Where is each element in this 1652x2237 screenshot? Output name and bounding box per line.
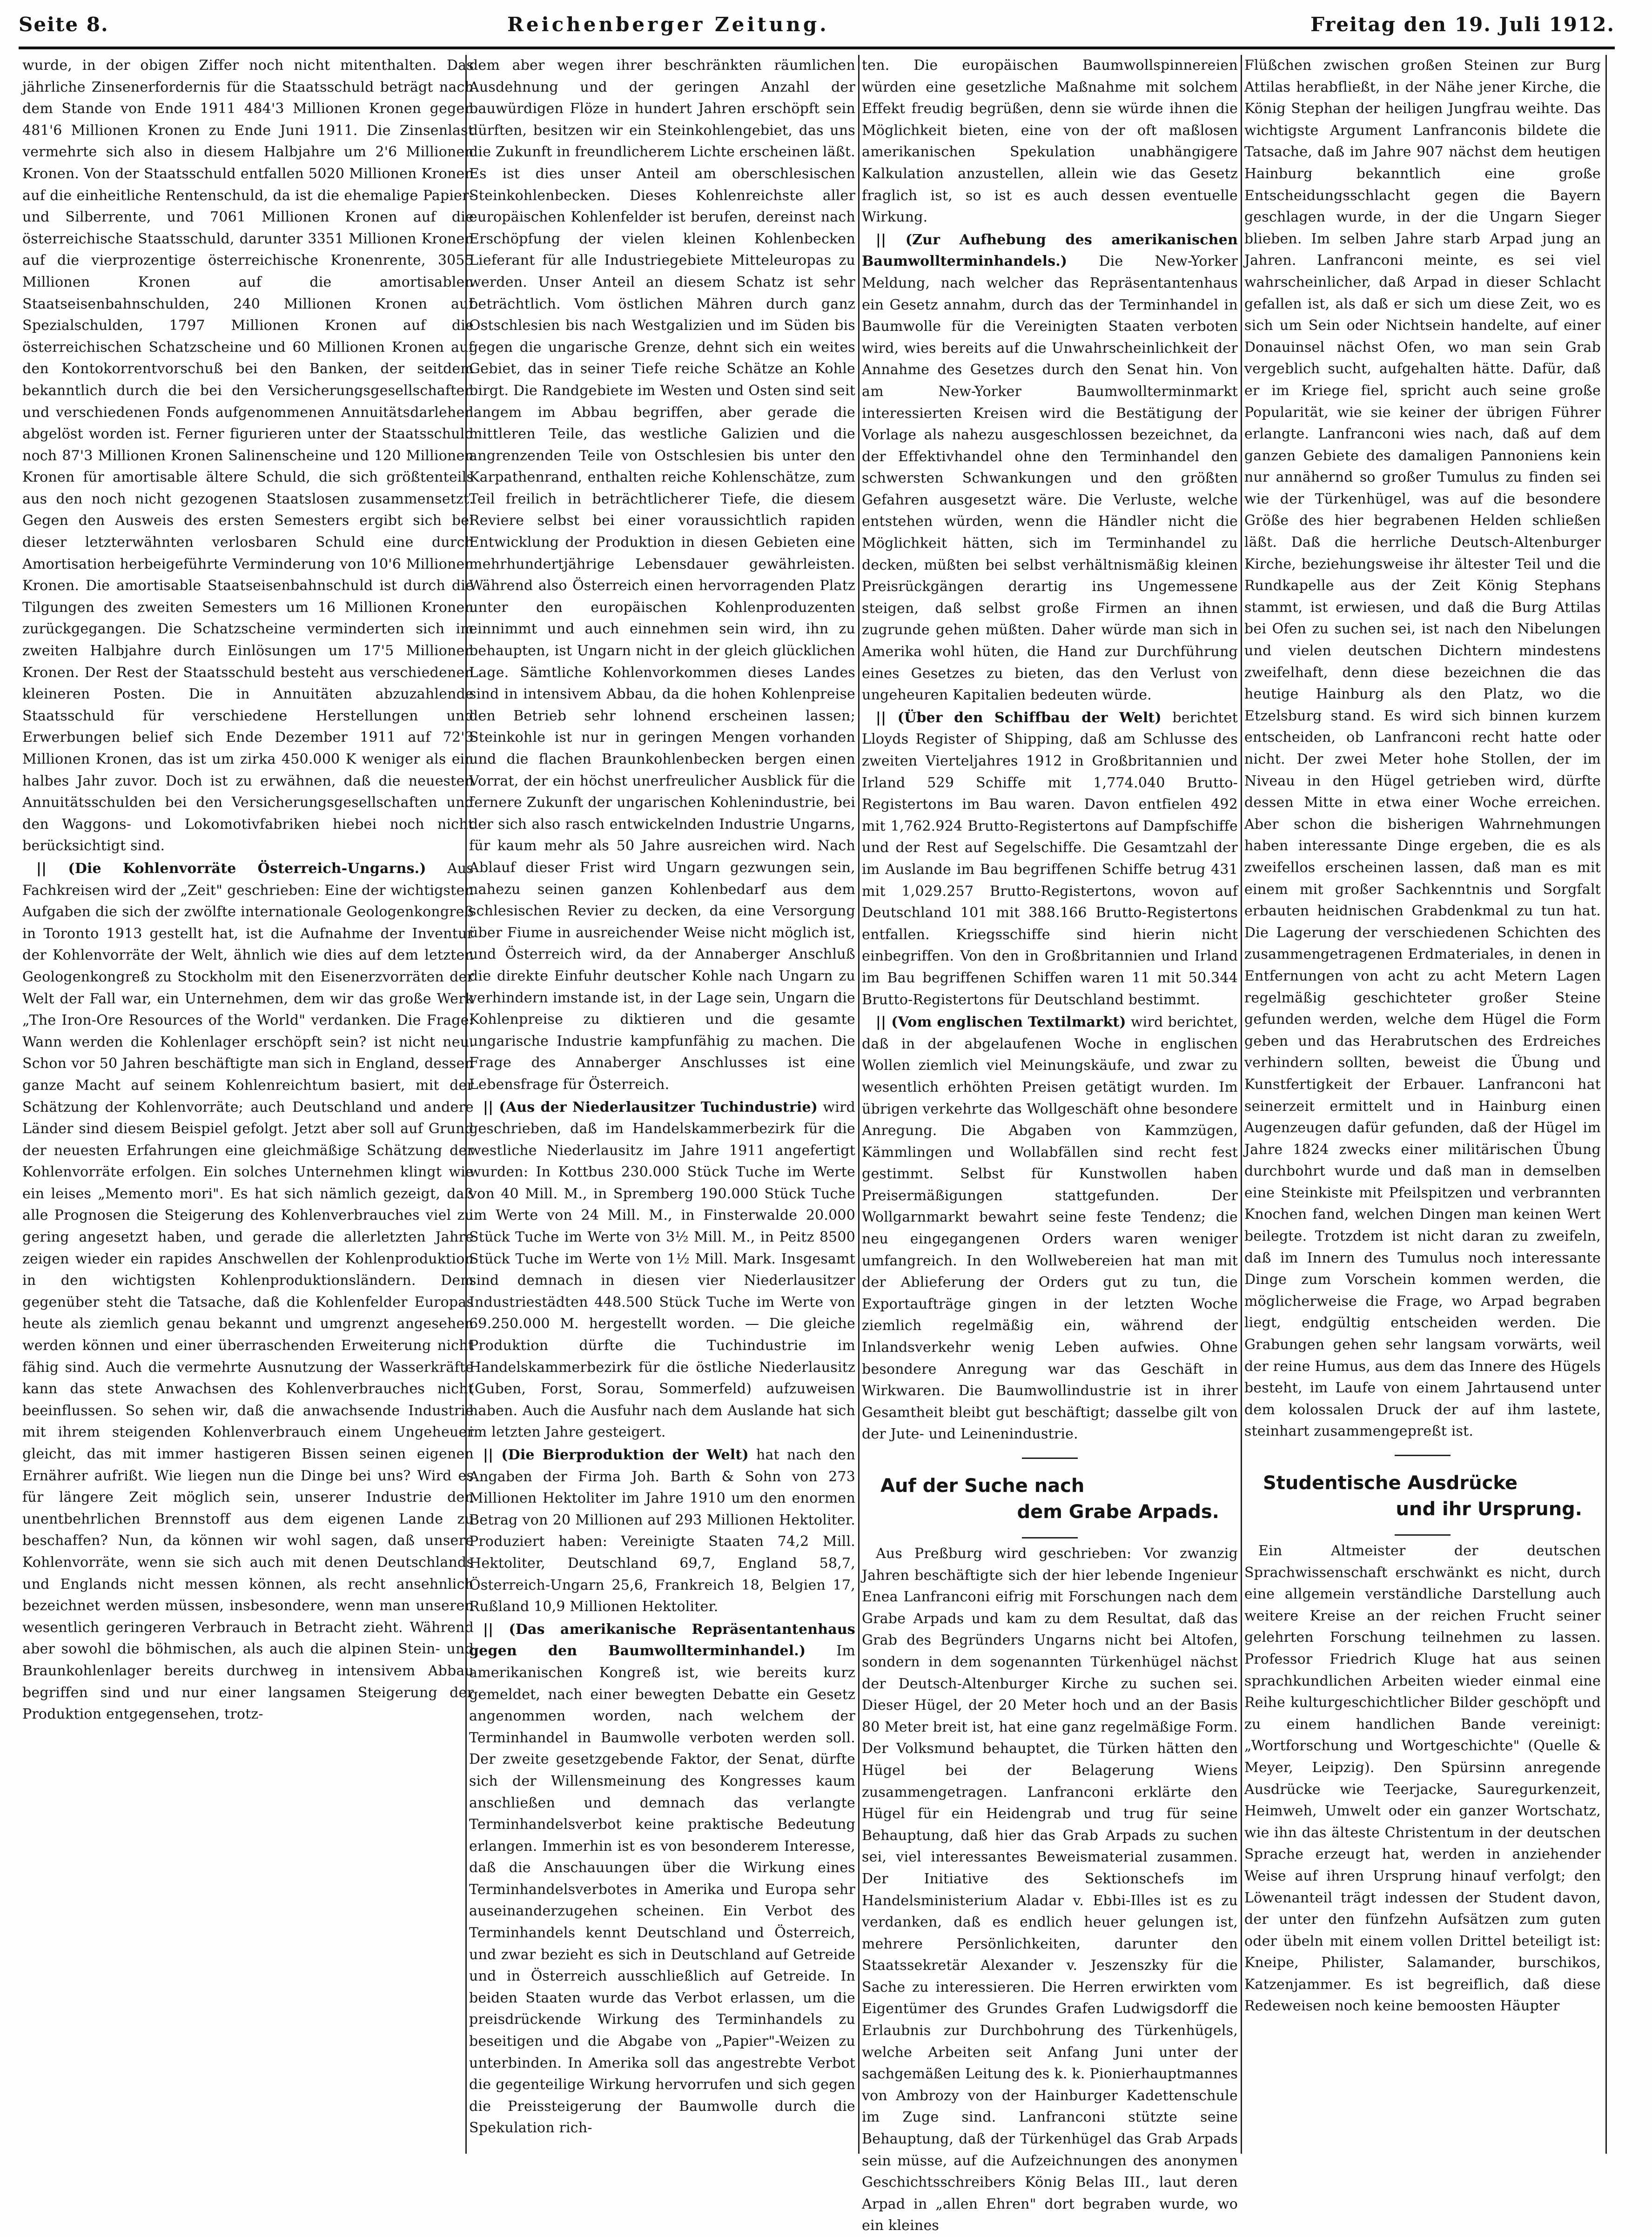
coal-reserves-item <box>22 858 474 1726</box>
column-divider <box>858 55 860 2154</box>
student-article-paragraph: Ein Altmeister der deutschen Sprachwissenschaft erschwänkt es nicht, durch eine allgemein verständliche Darstellung auch weitere Kreise an der reichen Frucht seiner gelehrten Forschung teilnehmen zu lassen. Professor Friedrich Kluge hat aus seinen sprachkundlichen Arbeiten wieder einmal eine Reihe kulturgeschichtlicher Bilder geschöpft und zu einem handlichen Bande vereinigt: „Wortforschung und Wortgeschichte" (Quelle & Meyer, Leipzig). Den Spürsinn anregende Ausdrücke wie Teerjacke, Sauregurkenzeit, Heimweh, Umwelt oder ein ganzer Wortschatz, wie ihn das älteste Christentum in der deutschen Sprache erzeugt hat, werden in anziehender Weise auf ihren Ursprung hinauf verfolgt; den Löwenanteil trägt indessen der Student davon, der unter den fünfzehn Aufsätzen zum guten oder übeln mit einem vollen Drittel beteiligt ist: Kneipe, Philister, Salamander, burschikos, Katzenjammer. Es ist begreiflich, daß diese Redeweisen noch keine bemoosten Häupter <box>1244 1543 1601 2015</box>
header-rule <box>19 47 1615 49</box>
cotton-futures-text: Im amerikanischen Kongreß ist, wie bereits kurz gemeldet, nach einer bewegten Debatte ein Gesetz angenommen worden, nach welchem der Terminhandel in Baumwolle verboten werden soll. Der zweite gesetzgebende Faktor, der Senat, dürfte sich der Willensmeinung des Kongresses kaum anschließen und demnach das verlangte Terminhandelsverbot keine praktische Bedeutung erlangen. Immerhin ist es von besonderem Interesse, daß die Anschauungen über die Wirkung eines Terminhandelsverbotes in Amerika und Europa sehr auseinanderzugehen scheinen. Ein Verbot des Terminhandels kennt Deutschland und Österreich, und zwar bezieht es sich in Deutschland auf Getreide und in Österreich ausschließlich auf Getreide. In beiden Staaten wurde das Verbot erlassen, um die preisdrückende Wirkung des Terminhandels zu beseitigen und die Abgabe von „Papier"-Weizen zu unterbinden. In Amerika soll das angestrebte Verbot die gegenteilige Wirkung hervorrufen und sich gegen die Preissteigerung der Baumwolle durch die Spekulation rich- <box>469 1643 855 2136</box>
cloth-industry-title: || (Aus der Niederlausitzer Tuchindustrie) <box>483 1099 818 1115</box>
section-separator <box>1395 1455 1451 1456</box>
beer-production-title: || (Die Bierproduktion der Welt) <box>483 1447 749 1463</box>
column-3 <box>862 55 1238 2234</box>
textile-market-item <box>862 1012 1238 1445</box>
cotton-futures-item <box>469 1619 855 2139</box>
newspaper-name: Reichenberger Zeitung. <box>507 13 829 36</box>
issue-date: Freitag den 19. Juli 1912. <box>1310 13 1615 36</box>
headline-separator <box>1395 1534 1451 1536</box>
column-1 <box>22 55 474 2154</box>
cotton-continuation-paragraph: ten. Die europäischen Baumwollspinnereien würden eine gesetzliche Maßnahme mit solchem Effekt freudig begrüßen, denn sie würde ihnen die Möglichkeit bieten, eine von der oft maßlosen amerikanischen Spekulation unabhängigere Kalkulation anzustellen, allein wie das Gesetz fraglich ist, so ist es auch dessen eventuelle Wirkung. <box>862 57 1238 226</box>
cotton-futures-title: || (Das amerikanische Repräsentantenhaus gegen den Baumwollterminhandel.) <box>469 1621 855 1659</box>
arpad-headline-line-2: dem Grabe Arpads. <box>1017 1501 1219 1523</box>
arpad-article-paragraph: Aus Preßburg wird geschrieben: Vor zwanzig Jahren beschäftigte sich der hier lebende Ingenieur Enea Lanfranconi eifrig mit Forschungen nach dem Grabe Arpads und kam zu dem Resultat, daß das Grab des Begründers Ungarns nicht bei Altofen, sondern in dem sogenannten Türkenhügel nächst der Deutsch-Altenburger Kirche zu suchen sei. Dieser Hügel, der 20 Meter hoch und an der Basis 80 Meter breit ist, hat eine ganz regelmäßige Form. Der Volksmund behauptet, die Türken hätten den Hügel bei der Belagerung Wiens zusammengetragen. Lanfranconi erklärte den Hügel für ein Heidengrab und trug für seine Behauptung, daß hier das Grab Arpads zu suchen sei, viel interessantes Beweismaterial zusammen. Der Initiative des Sektionschefs im Handelsministerium Aladar v. Ebbi-Illes ist es zu verdanken, daß es endlich heuer gelungen ist, mehrere Persönlichkeiten, darunter den Staatssekretär Alexander v. Jeszenszky für die Sache zu interessieren. Die Herren erwirkten vom Eigentümer des Grundes Grafen Ludwigsdorff die Erlaubnis zur Durchbohrung des Türkenhügels, welche Arbeiten seit Anfang Juni unter der sachgemäßen Leitung des k. k. Pionierhauptmannes von Ambrozy von der Hainburger Kadettenschule im Zuge sind. Lanfranconi stützte seine Behauptung, daß der Türkenhügel das Grab Arpads sein müsse, auf die Aufzeichnungen des anonymen Geschichtsschreibers König Belas III., laut deren Arpad in „allen Ehren" dort begraben wurde, wo ein kleines <box>862 1545 1238 2234</box>
arpad-article-headline <box>862 1473 1238 1525</box>
student-headline-line-1: Studentische Ausdrücke <box>1263 1472 1518 1494</box>
student-article-headline <box>1244 1470 1601 1522</box>
shipbuilding-text: berichtet Lloyds Register of Shipping, daß am Schlusse des zweiten Vierteljahres 1912 in Großbritannien und Irland 529 Schiffe mit 1,774.040 Brutto-Registertons im Bau waren. Davon entfielen 492 mit 1,762.924 Brutto-Registertons auf Dampfschiffe und der Rest auf Segelschiffe. Die Gesamtzahl der im Auslande im Bau begriffenen Schiffe betrug 431 mit 1,029.257 Brutto-Registertons, wovon auf Deutschland 101 mit 388.166 Brutto-Registertons entfallen. Kriegsschiffe sind hierin nicht einbegriffen. Von den in Großbritannien und Irland im Bau begriffenen Schiffen waren 11 mit 50.344 Brutto-Registertons für Deutschland bestimmt. <box>862 709 1238 1008</box>
cotton-repeal-item <box>862 229 1238 706</box>
shipbuilding-title: || (Über den Schiffbau der Welt) <box>876 709 1162 726</box>
coal-reserves-text: Aus Fachkreisen wird der „Zeit" geschrieben: Eine der wichtigsten Aufgaben die sich der zwölfte internationale Geologenkongreß in Toronto 1913 gestellt hat, ist die Aufnahme der Inventur der Kohlenvorräte der Welt, ähnlich wie dies auf dem letzten Geologenkongreß zu Stockholm mit den Eisenerzvorräten der Welt der Fall war, ein Unternehmen, dem wir das große Werk „The Iron-Ore Resources of the World" verdanken. Die Frage: Wann werden die Kohlenlager erschöpft sein? ist nicht neu. Schon vor 50 Jahren beschäftigte man sich in England, dessen ganze Macht auf seinem Kohlenreichtum basiert, mit der Schätzung der Kohlenvorräte; auch Deutschland und andere Länder sind diesem Beispiel gefolgt. Jetzt aber soll auf Grund der neuesten Erfahrungen eine gleichmäßige Schätzung der Kohlenvorräte erfolgen. Ein solches Unternehmen klingt wie ein leises „Memento mori". Es hat sich nämlich gezeigt, daß alle Prognosen die Steigerung des Kohlenverbrauches viel zu gering angesetzt haben, und gerade die allerletzten Jahre zeigen wieder ein rapides Anschwellen der Kohlenproduktion in den wichtigsten Kohlenproduktionsländern. Dem gegenüber steht die Tatsache, daß die Kohlenfelder Europas heute als ziemlich genau bekannt und umgrenzt angesehen werden können und einer überraschenden Erweiterung nicht fähig sind. Auch die vermehrte Ausnutzung der Wasserkräfte kann das stete Anwachsen des Kohlenverbrauches nicht beeinflussen. So sehen wir, daß die anwachsende Industrie mit ihrem steigenden Kohlenverbrauch einem Ungeheuer gleicht, das mit immer hastigeren Bissen seinen eigenen Ernährer aufrißt. Wie liegen nun die Dinge bei uns? Wird es für längere Zeit möglich sein, unserer Industrie den unentbehrlichen Brennstoff aus dem eigenen Lande zu beschaffen? Nun, da können wir wohl sagen, daß unsere Kohlenvorräte, wenn sie sich auch mit denen Deutschlands und Englands nicht messen können, als recht ansehnlich bezeichnet werden müssen, insbesondere, wenn man unseren wesentlich geringeren Verbrauch in Betracht zieht. Während aber sowohl die böhmischen, als auch die alpinen Stein- und Braunkohlenlager bereits durchweg in intensivem Abbau begriffen sind und nur einer langsamen Steigerung der Produktion entgegensehen, trotz- <box>22 860 474 1723</box>
textile-market-text: wird berichtet, daß in der abgelaufenen Woche in englischen Wollen ziemlich viel Meinungskäufe, und zwar zu wesentlich erhöhten Preisen getätigt wurden. Im übrigen verkehrte das Wollgeschäft ohne besondere Anregung. Die Abgaben von Kammzügen, Kämmlingen und Wollabfällen sind recht fest gestimmt. Selbst für Kunstwollen haben Preisermäßigungen stattgefunden. Der Wollgarnmarkt bewahrt seine feste Tendenz; die neu eingegangenen Orders waren weniger umfangreich. In den Wollwebereien hat man mit der Ablieferung der Orders gut zu tun, die Exportaufträge gingen in der letzten Woche ziemlich regelmäßig ein, während der Inlandsverkehr wenig Leben aufwies. Ohne besondere Anregung war das Geschäft in Wirkwaren. Die Baumwollindustrie ist in ihrer Gesamtheit bleibt gut beschäftigt; dasselbe gilt von der Jute- und Leinenindustrie. <box>862 1014 1238 1443</box>
section-separator <box>1022 1458 1078 1459</box>
cloth-industry-item <box>469 1097 855 1444</box>
beer-production-text: hat nach den Angaben der Firma Joh. Barth & Sohn von 273 Millionen Hektoliter im Jahre 1910 um den enormen Betrag von 20 Millionen auf 293 Millionen Hektoliter. Produziert haben: Vereinigte Staaten 74,2 Mill. Hektoliter, Deutschland 69,7, England 58,7, Österreich-Ungarn 25,6, Frankreich 18, Belgien 17, Rußland 10,9 Millionen Hektoliter. <box>469 1447 855 1615</box>
beer-production-item <box>469 1444 855 1618</box>
column-2 <box>469 55 855 2154</box>
headline-separator <box>1022 1537 1078 1538</box>
arpad-continuation-paragraph: Flüßchen zwischen großen Steinen zur Burg Attilas herabfließt, in der Nähe jener Kirche, die König Stephan der heiligen Jungfrau weihte. Das wichtigste Argument Lanfranconis bildete die Tatsache, daß im Jahre 907 nächst dem heutigen Hainburg bekanntlich eine große Entscheidungsschlacht gegen die Bayern geschlagen wurde, in der die Ungarn Sieger blieben. Im selben Jahre starb Arpad jung an Jahren. Lanfranconi meinte, es sei viel wahrscheinlicher, daß Arpad in dieser Schlacht gefallen ist, als daß er sich um diese Zeit, wo es sich um Sein oder Nichtsein handelte, auf einer Donauinsel nächst Ofen, wo man sein Grab vergeblich sucht, aufgehalten hätte. Dafür, daß er im Kriege fiel, spricht auch seine große Popularität, wie sie keiner der übrigen Führer erlangte. Lanfranconi wies nach, daß auf dem ganzen Gebiete des damaligen Pannoniens kein nur annähernd so großer Tumulus zu finden sei wie der Türkenhügel, was auf die besondere Größe des hier begrabenen Helden schließen läßt. Daß die herrliche Deutsch-Altenburger Kirche, beziehungsweise ihr ältester Teil und die Rundkapelle aus der Zeit König Stephans stammt, ist erwiesen, und daß die Burg Attilas bei Ofen zu suchen sei, ist nach den Nibelungen und vielen deutschen Dichtern mindestens zweifelhaft, denn diese bezeichnen die das heutige Hainburg als den Platz, wo die Etzelsburg stand. Es wird sich binnen kurzem entscheiden, ob Lanfranconi recht hatte oder nicht. Der zwei Meter hohe Stollen, der im Niveau in den Hügel getrieben wird, dürfte dessen Mitte in etwa einer Woche erreichen. Aber schon die bisherigen Wahrnehmungen haben interessante Dinge ergeben, die es als zweifellos erscheinen lassen, daß man es mit einem mit großer Sachkenntnis und Sorgfalt erbauten heidnischen Grabdenkmal zu tun hat. Die Lagerung der verschiedenen Schichten des zusammengetragenen Erdmateriales, in denen in Entfernungen von acht zu acht Metern Lagen regelmäßig geschichteter großer Steine gefunden werden, welche dem Hügel die Form geben und das Herabrutschen des Erdreiches verhindern sollten, beweist die Übung und Kunstfertigkeit der Erbauer. Lanfranconi hat seinerzeit ermittelt und in Hainburg einen Augenzeugen dafür gefunden, daß der Hügel im Jahre 1824 zwecks einer militärischen Übung durchbohrt wurde und daß man in demselben eine Steinkiste mit Pfeilspitzen und verbrannten Knochen fand, welchen Dingen man keinen Wert beilegte. Trotzdem ist nicht daran zu zweifeln, daß im Innern des Tumulus noch interessante Dinge zum Vorschein kommen werden, die möglicherweise die Frage, wo Arpad begraben liegt, endgültig entscheiden werden. Die Grabungen gehen sehr langsam vorwärts, weil der reine Humus, aus dem das Innere des Hügels besteht, im Laufe von einem Jahrtausend unter dem kolossalen Druck der auf ihm lastete, steinhart zusammengepreßt ist. <box>1244 57 1601 1440</box>
coal-reserves-title: || (Die Kohlenvorräte Österreich-Ungarns.) <box>36 860 426 877</box>
page-header <box>19 9 1615 47</box>
student-headline-line-2: und ihr Ursprung. <box>1396 1498 1582 1520</box>
column-divider <box>1605 55 1607 2154</box>
cotton-repeal-title: || (Zur Aufhebung des amerikanischen Baumwollterminhandels.) <box>862 231 1238 270</box>
cloth-industry-text: wird geschrieben, daß im Handelskammerbezirk für die westliche Niederlausitz im Jahre 1911 angefertigt wurden: In Kottbus 230.000 Stück Tuche im Werte von 40 Mill. M., in Spremberg 190.000 Stück Tuche im Werte von 24 Mill. M., in Finsterwalde 20.000 Stück Tuche im Werte von 3½ Mill. M., in Peitz 8500 Stück Tuche im Werte von 1½ Mill. Mark. Insgesamt sind demnach in diesen vier Niederlausitzer Industriestädten 448.500 Stück Tuche im Werte von 69.250.000 M. hergestellt worden. — Die gleiche Produktion dürfte die Tuchindustrie im Handelskammerbezirk für die östliche Niederlausitz (Guben, Forst, Sorau, Sommerfeld) aufzuweisen haben. Auch die Ausfuhr nach dem Auslande hat sich im letzten Jahre gesteigert. <box>469 1099 855 1441</box>
textile-market-title: || (Vom englischen Textilmarkt) <box>876 1014 1126 1031</box>
state-debt-paragraph: wurde, in der obigen Ziffer noch nicht mitenthalten. Das jährliche Zinsenerfordernis für die Staatsschuld beträgt nach dem Stande von Ende 1911 484'3 Millionen Kronen gegen 481'6 Millionen Kronen zu Ende Juni 1911. Die Zinsenlast vermehrte sich also in diesem Halbjahre um 2'6 Millionen Kronen. Von der Staatsschuld entfallen 5020 Millionen Kronen auf die einheitliche Rentenschuld, da ist die ehemalige Papier- und Silberrente, und 7061 Millionen Kronen auf die österreichische Staatsschuld, darunter 3351 Millionen Kronen auf die vierprozentige österreichische Kronenrente, 3055 Millionen Kronen auf die amortisablen Staatseisenbahnschulden, 240 Millionen Kronen auf Spezialschulden, 1797 Millionen Kronen auf die österreichischen Schatzscheine und 60 Millionen Kronen auf den Kontokorrentvorschuß bei den Banken, der seitdem bekanntlich durch die bei den Versicherungsgesellschaften und verschiedenen Fonds aufgenommenen Annuitätsdarlehen abgelöst worden ist. Ferner figurieren unter der Staatsschuld noch 87'3 Millionen Kronen Salinenscheine und 120 Millionen Kronen für amortisable ältere Schuld, die sich größtenteils aus den noch nicht gezogenen Staatslosen zusammensetzt. Gegen den Ausweis des ersten Semesters ergibt sich bei dieser letzterwähnten verlosbaren Schuld eine durch Amortisation herbeigeführte Verminderung von 10'6 Millionen Kronen. Die amortisable Staatseisenbahnschuld ist durch die Tilgungen des zweiten Semesters um 16 Millionen Kronen zurückgegangen. Die Schatzscheine verminderten sich im zweiten Halbjahre durch Einlösungen um 17'5 Millionen Kronen. Der Rest der Staatsschuld besteht aus verschiedenen kleineren Posten. Die in Annuitäten abzuzahlende Staatsschuld für verschiedene Herstellungen und Erwerbungen belief sich Ende Dezember 1911 auf 72'3 Millionen Kronen, das ist um zirka 450.000 K weniger als ein halbes Jahr zuvor. Doch ist zu erwähnen, daß die neuesten Annuitätsschulden bei den Versicherungsgesellschaften und den Waggons- und Lokomotivfabriken hiebei noch nicht berücksichtigt sind. <box>22 57 474 854</box>
page-number: Seite 8. <box>19 13 109 36</box>
arpad-headline-line-1: Auf der Suche nach <box>880 1475 1085 1497</box>
coal-continuation-paragraph: dem aber wegen ihrer beschränkten räumlichen Ausdehnung und der geringen Anzahl der bauwürdigen Flöze in hundert Jahren erschöpft sein dürften, besitzen wir ein Steinkohlengebiet, das uns die Zukunft in freundlicherem Lichte erscheinen läßt. Es ist dies unser Anteil am oberschlesischen Steinkohlenbecken. Dieses Kohlenreichste aller europäischen Kohlenfelder ist berufen, dereinst nach Erschöpfung der vielen kleinen Kohlenbecken Lieferant für alle Industriegebiete Mitteleuropas zu werden. Unser Anteil an diesem Schatz ist sehr beträchtlich. Vom östlichen Mähren durch ganz Ostschlesien bis nach Westgalizien und im Süden bis gegen die ungarische Grenze, dehnt sich ein weites Gebiet, das in seiner Tiefe reiche Schätze an Kohle birgt. Die Randgebiete im Westen und Osten sind seit langem im Abbau begriffen, aber gerade die mittleren Teile, das westliche Galizien und die angrenzenden Teile von Ostschlesien bis unter den Karpathenrand, enthalten reiche Kohlenschätze, zum Teil freilich in beträchtlicherer Tiefe, die diesem Reviere selbst bei einer voraussichtlich rapiden Entwicklung der Produktion in diesen Gebieten eine mehrhundertjährige Lebensdauer gewährleisten. Während also Österreich einen hervorragenden Platz unter den europäischen Kohlenproduzenten einnimmt und auch einnehmen sein wird, ihn zu behaupten, ist Ungarn nicht in der gleich glücklichen Lage. Sämtliche Kohlenvorkommen dieses Landes sind in intensivem Abbau, da die hohen Kohlenpreise den Betrieb sehr lohnend erscheinen lassen; Steinkohle ist nur in geringen Mengen vorhanden und die flachen Braunkohlenbecken bergen einen Vorrat, der ein höchst unerfreulicher Ausblick für die fernere Zukunft der ungarischen Kohlenindustrie, bei der sich also rasch entwickelnden Industrie Ungarns, für kaum mehr als 50 Jahre ausreichen wird. Nach Ablauf dieser Frist wird Ungarn gezwungen sein, nahezu seinen ganzen Kohlenbedarf aus dem schlesischen Revier zu decken, da eine Versorgung über Fiume in ausreichender Weise nicht möglich ist, und Österreich wird, da der Annaberger Anschluß die direkte Einfuhr deutscher Kohle nach Ungarn zu verhindern imstande ist, in der Lage sein, Ungarn die Kohlenpreise zu diktieren und die gesamte ungarische Industrie kampfunfähig zu machen. Die Frage des Annaberger Anschlusses ist eine Lebensfrage für Österreich. <box>469 57 856 1093</box>
shipbuilding-item <box>862 707 1238 1011</box>
column-divider <box>1241 55 1242 2154</box>
cotton-repeal-text: Die New-Yorker Meldung, nach welcher das Repräsentantenhaus ein Gesetz annahm, durch das der Terminhandel in Baumwolle für die Vereinigten Staaten verboten wird, wies bereits auf die Unwahrscheinlichkeit der Annahme des Gesetzes durch den Senat hin. Von am New-Yorker Baumwollterminmarkt interessierten Kreisen wird die Bestätigung der Vorlage als nahezu ausgeschlossen bezeichnet, da der Effektivhandel ohne den Terminhandel den schwersten Schwankungen und den größten Gefahren ausgesetzt wäre. Die Verluste, welche entstehen würden, wenn die Händler nicht die Möglichkeit hätten, sich im Terminhandel zu decken, müßten bei selbst verhältnismäßig kleinen Preisrückgängen derartig ins Ungemessene steigen, daß selbst große Firmen an ihnen zugrunde gehen müßten. Daher würde man sich in Amerika wohl hüten, die Hand zur Durchführung eines Gesetzes zu bieten, das den Verlust von ungeheuren Kapitalien bedeuten würde. <box>862 253 1238 704</box>
column-4 <box>1244 55 1601 2154</box>
